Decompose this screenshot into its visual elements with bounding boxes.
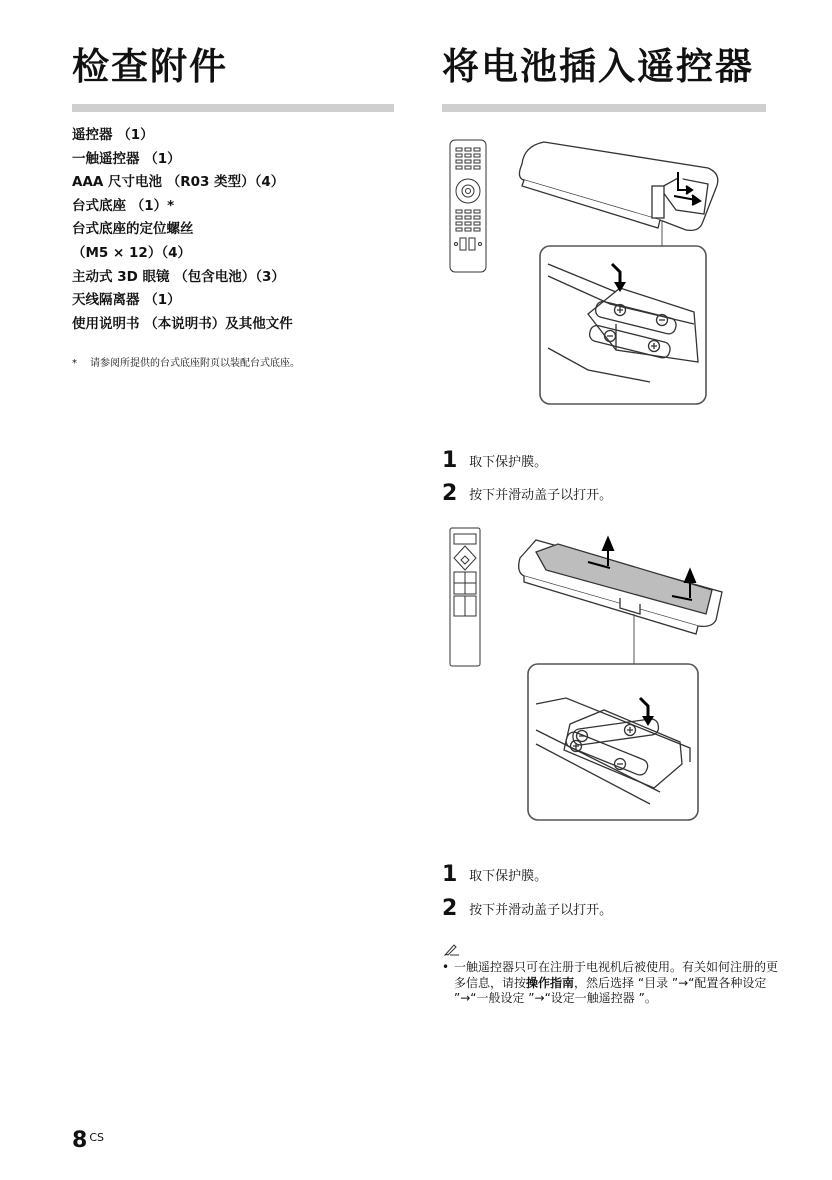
battery-title: 将电池插入遥控器	[442, 45, 754, 88]
step-2	[442, 481, 612, 509]
list-item: （M5 × 12）（4）	[72, 244, 191, 261]
note-pencil-icon	[444, 942, 460, 956]
title-rule-left	[72, 104, 394, 112]
list-item: 天线隔离器 （1）	[72, 292, 181, 309]
step-number: 2	[442, 481, 458, 506]
page-number: 8	[72, 1128, 88, 1153]
step-2	[442, 896, 612, 924]
note-item	[442, 960, 782, 1007]
list-item: 一触遥控器 （1）	[72, 150, 181, 167]
list-item: 台式底座 （1）*	[72, 197, 175, 214]
zoom-frame	[540, 246, 706, 404]
remote-body-icon	[519, 540, 722, 634]
note-text-b: ，然后选择 “目录 ”→“配置各种设定 ”→“一般设定 ”→“设定一触遥控器 ”。	[454, 975, 767, 1005]
one-touch-remote-icon	[450, 528, 480, 666]
note-text-a: 一触遥控器只可在注册于电视机后被使用。有关如何注册的更多信息，请按	[454, 960, 779, 990]
footnote	[72, 354, 300, 369]
accessories-title: 检查附件	[72, 45, 228, 88]
list-item: AAA 尺寸电池 （R03 类型）（4）	[72, 174, 285, 191]
remote-control-icon	[450, 140, 486, 272]
step-text: 取下保护膜。	[469, 455, 548, 470]
remote-battery-illustration-2	[440, 524, 770, 826]
step-text: 按下并滑动盖子以打开。	[469, 488, 613, 503]
accessories-list	[72, 124, 293, 336]
list-item: 台式底座的定位螺丝	[72, 221, 194, 238]
note-text-bold: 操作指南	[526, 975, 575, 990]
language-code: CS	[89, 1131, 104, 1144]
step-number: 1	[442, 448, 458, 473]
footnote-mark: *	[72, 358, 77, 369]
title-rule-right	[442, 104, 766, 112]
note-list	[442, 960, 782, 1007]
list-item: 主动式 3D 眼镜 （包含电池）（3）	[72, 268, 285, 285]
step-text: 取下保护膜。	[469, 869, 548, 884]
step-number: 2	[442, 896, 458, 921]
footnote-text: 请参阅所提供的台式底座附页以装配台式底座。	[90, 358, 300, 369]
page-folio	[72, 1128, 104, 1153]
list-item: 使用说明书 （本说明书）及其他文件	[72, 315, 293, 332]
zoom-frame	[528, 664, 698, 820]
remote-battery-illustration-1	[440, 128, 770, 410]
list-item: 遥控器 （1）	[72, 127, 154, 143]
step-text: 按下并滑动盖子以打开。	[469, 903, 613, 918]
step-1	[442, 448, 547, 476]
step-number: 1	[442, 862, 458, 887]
step-1	[442, 862, 547, 890]
